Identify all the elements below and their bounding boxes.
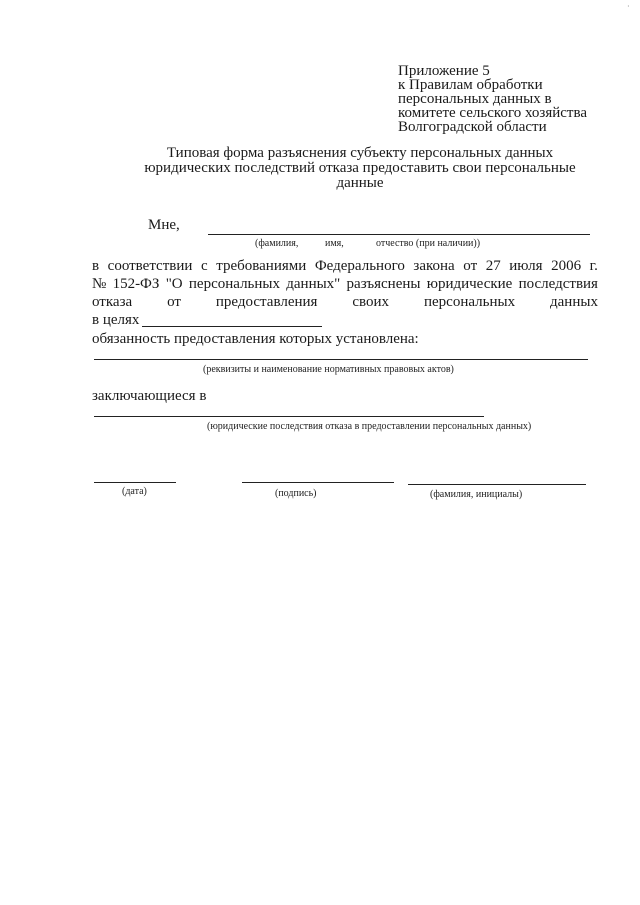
obligation-label: обязанность предоставления которых установлена:: [92, 331, 419, 347]
caption-name: имя,: [325, 238, 344, 249]
appendix-line: Волгоградской области: [398, 119, 547, 135]
appendix-line: к Правилам обработки: [398, 77, 543, 93]
appendix-header: [398, 64, 587, 134]
date-fill-line[interactable]: [94, 482, 176, 483]
word: в: [92, 258, 100, 274]
word: предоставления: [215, 294, 318, 310]
word: 152-ФЗ: [112, 276, 160, 292]
appendix-line: комитете сельского хозяйства: [398, 105, 588, 121]
caption-surname: (фамилия,: [255, 238, 299, 249]
word: данных: [550, 294, 598, 310]
consequences-fill-line[interactable]: [94, 416, 484, 417]
date-caption: (дата): [122, 486, 147, 497]
consisting-label: заключающиеся в: [92, 388, 207, 404]
paragraph-line-3: [92, 294, 598, 311]
title-line: Типовая форма разъяснения субъекту персональных данных: [166, 145, 554, 161]
word: данных": [286, 276, 341, 292]
to-me-label: Мне,: [148, 217, 180, 233]
word: июля: [509, 258, 543, 274]
word: персональных: [423, 294, 516, 310]
word: разъяснены: [346, 276, 421, 292]
word: 27: [485, 258, 501, 274]
title-line: юридических последствий отказа предоставить свои персональные: [144, 160, 576, 176]
name-fill-line[interactable]: [208, 234, 590, 235]
acts-fill-line[interactable]: [94, 359, 588, 360]
consequences-caption: (юридические последствия отказа в предоставлении персональных данных): [207, 421, 532, 432]
caption-patronymic: отчество (при наличии)): [376, 238, 481, 249]
word: №: [92, 276, 107, 292]
word: от: [167, 294, 181, 310]
paragraph-line-1: [92, 258, 598, 275]
word: последствия: [518, 276, 598, 292]
word: юридические: [426, 276, 513, 292]
form-title: [130, 146, 590, 191]
name-initials-fill-line[interactable]: [408, 484, 586, 485]
word: 2006: [551, 258, 582, 274]
appendix-line: персональных данных в: [398, 91, 552, 107]
word: отказа: [92, 294, 133, 310]
word: требованиями: [216, 258, 307, 274]
paragraph-line-2: [92, 276, 598, 293]
signature-fill-line[interactable]: [242, 482, 394, 483]
corner-mark: ·: [627, 2, 630, 11]
appendix-line: Приложение 5: [398, 63, 490, 79]
word: от: [463, 258, 478, 274]
word: соответствии: [107, 258, 193, 274]
word: своих: [352, 294, 390, 310]
word: закона: [413, 258, 455, 274]
in-purposes-label: в целях: [92, 312, 140, 328]
word: "О: [165, 276, 183, 292]
purposes-fill-line[interactable]: [142, 326, 322, 327]
title-line: данные: [336, 175, 384, 191]
word: с: [200, 258, 208, 274]
word: персональных: [188, 276, 280, 292]
signature-caption: (подпись): [275, 488, 317, 499]
acts-caption: (реквизиты и наименование нормативных правовых актов): [203, 364, 454, 375]
name-initials-caption: (фамилия, инициалы): [430, 489, 523, 500]
word: г.: [589, 258, 598, 274]
word: Федерального: [314, 258, 405, 274]
